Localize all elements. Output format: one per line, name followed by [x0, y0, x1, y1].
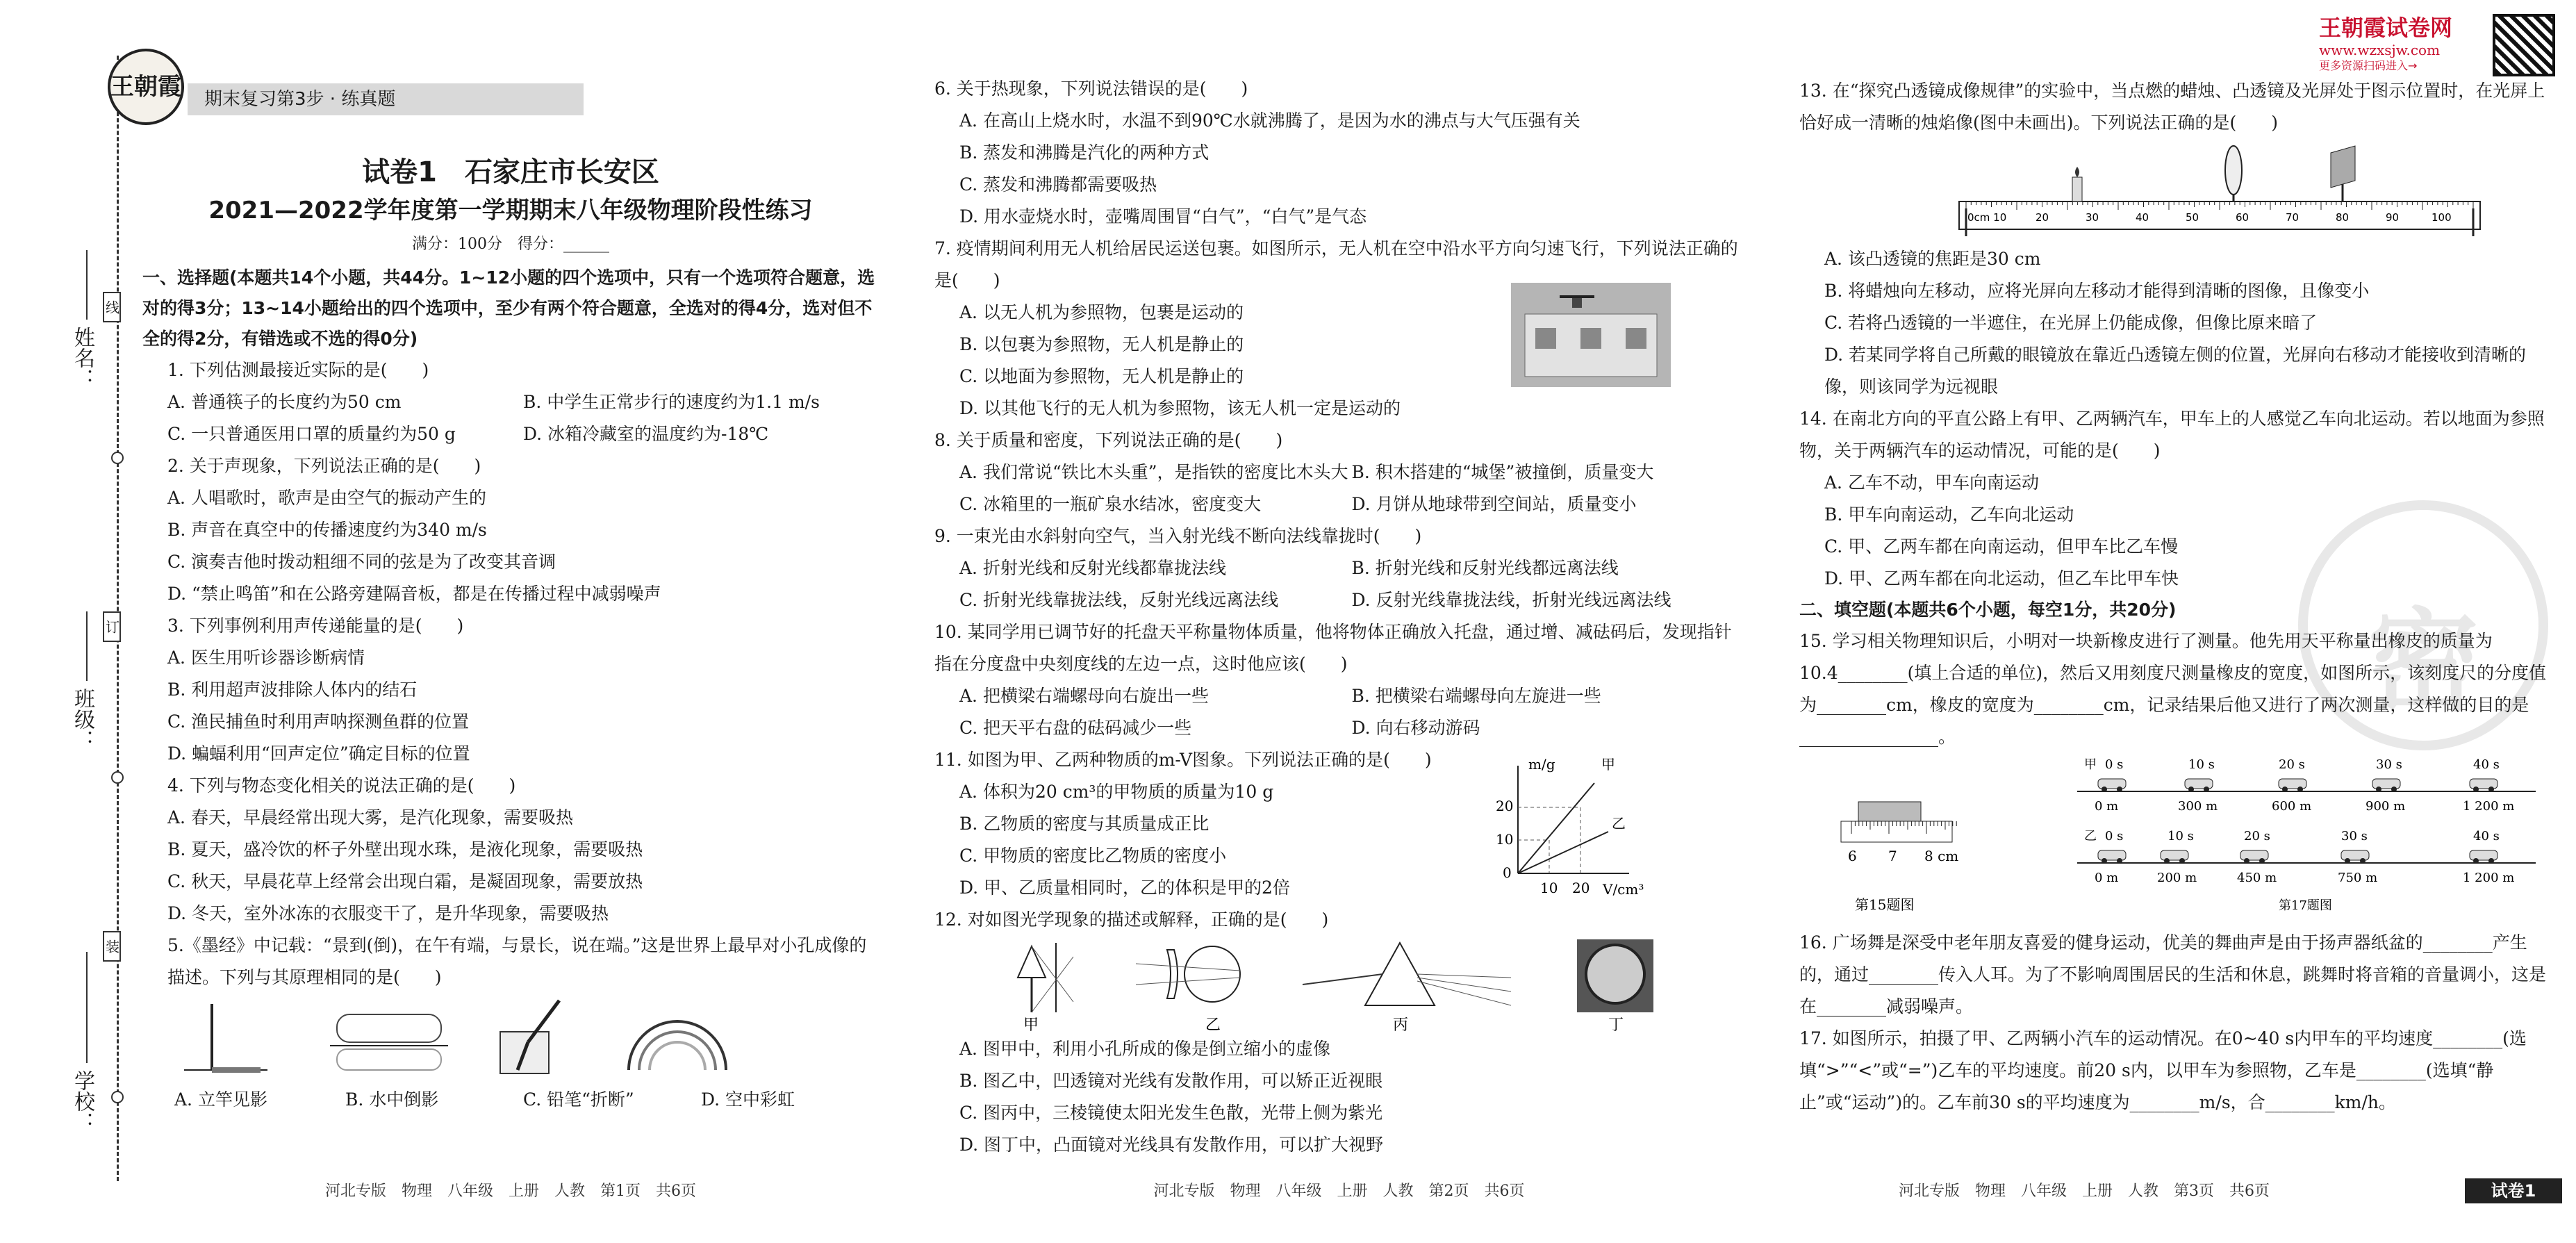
option: B. 声音在真空中的传播速度约为340 m/s: [167, 520, 487, 540]
distance-label: 750 m: [2338, 871, 2378, 885]
option: C. 折射光线靠拢法线，反射光线远离法线: [959, 590, 1279, 610]
time-label: 30 s: [2376, 757, 2402, 772]
option: C. 渔民捕鱼时利用声呐探测鱼群的位置: [167, 711, 470, 732]
pencil-refraction-figure: [500, 1001, 559, 1073]
car-icon: [2240, 850, 2268, 864]
footer-page-3: 河北专版 物理 八年级 上册 人教 第3页 共6页: [1899, 1183, 2270, 1200]
option: A. 普通筷子的长度约为50 cm: [167, 392, 402, 412]
binding-hole: [111, 452, 124, 464]
footer-page-2: 河北专版 物理 八年级 上册 人教 第2页 共6页: [1153, 1183, 1525, 1200]
option: B. 甲车向南运动，乙车向北运动: [1824, 504, 2074, 525]
option: C. 甲物质的密度比乙物质的密度小: [959, 846, 1227, 866]
option: A. 在高山上烧水时，水温不到90℃水就沸腾了，是因为水的沸点与大气压强有关: [959, 110, 1580, 131]
option: D. 甲、乙质量相同时，乙的体积是甲的2倍: [959, 878, 1290, 898]
fig-label-bing: 丙: [1393, 1016, 1409, 1033]
question-10: 10. 某同学用已调节好的托盘天平称量物体质量，他将物体正确放入托盘，通过增、减砝码后，发现指针指在分度盘中央刻度线的左边一点，这时他应该( ): [934, 622, 1732, 674]
distance-label: 1 200 m: [2463, 799, 2515, 814]
fig15-caption: 第15题图: [1855, 896, 1915, 913]
option: B. 水中倒影: [345, 1089, 439, 1110]
class-blank: [86, 611, 88, 681]
bench-tick-label: 80: [2336, 211, 2350, 224]
footer-page-1: 河北专版 物理 八年级 上册 人教 第1页 共6页: [325, 1183, 696, 1200]
option: A. 乙车不动，甲车向南运动: [1824, 472, 2039, 493]
brand-tip: 更多资源扫码进入→: [2319, 59, 2418, 72]
pole-shadow-figure: [184, 1004, 267, 1070]
option: C. 图丙中，三棱镜使太阳光发生色散，光带上侧为紫光: [959, 1103, 1383, 1123]
option: B. 折射光线和反射光线都远离法线: [1351, 558, 1619, 578]
question-1: 1. 下列估测最接近实际的是( ): [167, 360, 429, 380]
binding-hole: [111, 771, 124, 784]
binding-margin: [0, 0, 122, 1243]
option: D. 月饼从地球带到空间站，质量变小: [1351, 494, 1637, 514]
bench-tick-label: 30: [2086, 211, 2099, 224]
option: C. 蒸发和沸腾都需要吸热: [959, 174, 1157, 195]
page-2: [934, 73, 1744, 1240]
question-8: 8. 关于质量和密度，下列说法正确的是( ): [934, 430, 1283, 450]
car-icon: [2098, 779, 2126, 792]
option: A. 体积为20 cm³的甲物质的质量为10 g: [959, 782, 1274, 802]
option: C. 演奏吉他时拨动粗细不同的弦是为了改变其音调: [167, 552, 556, 572]
section-fill-heading: 二、填空题(本题共6个小题，每空1分，共20分): [1799, 600, 2177, 620]
time-label: 0 s: [2105, 757, 2124, 772]
option: C. 秋天，早晨花草上经常会出现白霜，是凝固现象，需要放热: [167, 871, 643, 891]
car-icon: [2185, 779, 2213, 792]
section-choice-heading: 一、选择题(本题共14个小题，共44分。1~12小题的四个选项中，只有一个选项符合题意，选对的得3分；13~14小题给出的四个选项中，至少有两个符合题意，全选对的得4分，选对但不全的得2分，有错选或不选的得0分): [142, 267, 875, 349]
car-icon: [2161, 850, 2188, 864]
option: B. 图乙中，凹透镜对光线有发散作用，可以矫正近视眼: [959, 1071, 1383, 1091]
option: C. 以地面为参照物，无人机是静止的: [959, 366, 1244, 386]
name-blank: [86, 250, 88, 320]
graph-ylabel: m/g: [1528, 756, 1555, 773]
option: D. “禁止鸣笛”和在公路旁建隔音板，都是在传播过程中减弱噪声: [167, 584, 661, 604]
fig-label-jia: 甲: [1023, 1016, 1039, 1033]
car-icon: [2098, 850, 2126, 864]
option: A. 以无人机为参照物，包裹是运动的: [959, 302, 1244, 322]
publisher-logo: 王朝霞: [108, 49, 184, 125]
optical-bench-figure: [1799, 139, 2557, 243]
binding-hole: [111, 1091, 124, 1103]
graph-ytick: 0: [1503, 864, 1512, 881]
option: D. 若某同学将自己所戴的眼镜放在靠近凸透镜左侧的位置，光屏向右移动才能接收到清晰的像，则该同学为远视眼: [1824, 345, 2527, 397]
car-icon: [2470, 779, 2497, 792]
paper-tag: 试卷1: [2465, 1178, 2562, 1203]
option: A. 医生用听诊器诊断病情: [167, 648, 365, 668]
seal-char-zhuang: 装: [103, 931, 121, 962]
distance-label: 1 200 m: [2463, 871, 2515, 885]
option: B. 乙物质的密度与其质量成正比: [959, 814, 1209, 834]
option: C. 铅笔“折断”: [523, 1089, 634, 1110]
ruler-tick-label: 6: [1848, 848, 1857, 864]
fig-label-yi: 乙: [1205, 1016, 1221, 1033]
question-13: 13. 在“探究凸透镜成像规律”的实验中，当点燃的蜡烛、凸透镜及光屏处于图示位置时，在光屏上恰好成一清晰的烛焰像(图中未画出)。下列说法正确的是( ): [1799, 81, 2545, 133]
graph-xlabel: V/cm³: [1603, 881, 1644, 898]
option: D. 甲、乙两车都在向北运动，但乙车比甲车快: [1824, 568, 2179, 588]
option: A. 该凸透镜的焦距是30 cm: [1824, 249, 2041, 269]
car-icon: [2341, 850, 2369, 864]
pinhole-figure: [1018, 943, 1073, 1033]
question-6: 6. 关于热现象，下列说法错误的是( ): [934, 79, 1248, 99]
time-label: 0 s: [2105, 829, 2124, 843]
question-11: 11. 如图为甲、乙两种物质的m-V图象。下列说法正确的是( ): [934, 750, 1432, 770]
school-label: 学校：: [70, 1070, 94, 1133]
distance-label: 300 m: [2178, 799, 2218, 814]
page-3: [1799, 75, 2557, 1242]
distance-label: 0 m: [2095, 799, 2119, 814]
bench-tick-label: 50: [2186, 211, 2199, 224]
bench-tick-label: 90: [2386, 211, 2400, 224]
car-icon: [2372, 779, 2400, 792]
option: D. 向右移动游码: [1351, 718, 1480, 738]
option: D. 蝙蝠利用“回声定位”确定目标的位置: [167, 743, 470, 764]
distance-label: 200 m: [2157, 871, 2197, 885]
question-7: 7. 疫情期间利用无人机给居民运送包裹。如图所示，无人机在空中沿水平方向匀速飞行，下列说法正确的是( ): [934, 238, 1738, 290]
option: C. 一只普通医用口罩的质量约为50 g: [167, 424, 456, 444]
option: A. 人唱歌时，歌声是由空气的振动产生的: [167, 488, 486, 508]
bench-tick-label: 20: [2036, 211, 2049, 224]
class-label: 班级：: [70, 688, 94, 750]
car-jia-label: 甲: [2084, 757, 2097, 772]
option: C. 若将凸透镜的一半遮住，在光屏上仍能成像，但像比原来暗了: [1824, 313, 2318, 333]
car-icon: [2279, 779, 2306, 792]
distance-label: 0 m: [2095, 871, 2119, 885]
q15-q17-figures: [1799, 753, 2557, 927]
graph-label-yi: 乙: [1612, 815, 1626, 832]
bench-tick-label: 60: [2236, 211, 2249, 224]
option: D. 反射光线靠拢法线，折射光线远离法线: [1351, 590, 1671, 610]
car-motion-figure: [2077, 757, 2536, 913]
option: B. 利用超声波排除人体内的结石: [167, 680, 418, 700]
option: A. 折射光线和反射光线都靠拢法线: [959, 558, 1226, 578]
brand-name: 王朝霞试卷网: [2319, 15, 2453, 41]
option: B. 积木搭建的“城堡”被撞倒，质量变大: [1351, 462, 1654, 482]
question-12: 12. 对如图光学现象的描述或解释，正确的是( ): [934, 909, 1329, 930]
line-jia: [1518, 783, 1594, 873]
option: D. 图丁中，凸面镜对光线具有发散作用，可以扩大视野: [959, 1135, 1384, 1155]
question-15: 15. 学习相关物理知识后，小明对一块新橡皮进行了测量。他先用天平称量出橡皮的质量为10.4________(填上合适的单位)，然后又用刻度尺测量橡皮的宽度，如图所示，该刻度尺的分度值为________cm，橡皮的宽度为________cm，记录结果后他又进行了两次测量，这样做的目的是________________。: [1799, 631, 2547, 747]
option: D. 冰箱冷藏室的温度约为-18℃: [523, 424, 769, 444]
prism-figure: [1303, 943, 1511, 1033]
graph-xtick: 10: [1540, 880, 1558, 896]
paper-title: 试卷1 石家庄市长安区: [362, 156, 659, 188]
brand-url[interactable]: www.wzxsjw.com: [2319, 42, 2441, 58]
seal-char-xian: 线: [103, 292, 121, 322]
bench-tick-label: 70: [2286, 211, 2300, 224]
option: C. 把天平右盘的砝码减少一些: [959, 718, 1192, 738]
time-label: 30 s: [2341, 829, 2368, 843]
time-label: 40 s: [2473, 829, 2500, 843]
q12-figures: [934, 936, 1740, 1033]
option: C. 冰箱里的一瓶矿泉水结冰，密度变大: [959, 494, 1262, 514]
option: B. 中学生正常步行的速度约为1.1 m/s: [523, 392, 820, 412]
graph-label-jia: 甲: [1601, 756, 1615, 773]
ruler-eraser-figure: [1841, 802, 1958, 913]
option: A. 我们常说“铁比木头重”，是指铁的密度比木头大: [959, 462, 1348, 482]
paper-subtitle: 2021—2022学年度第一学期期末八年级物理阶段性练习: [208, 197, 813, 224]
question-9: 9. 一束光由水斜射向空气，当入射光线不断向法线靠拢时( ): [934, 526, 1422, 546]
score-line: 满分：100分 得分：______: [412, 236, 609, 253]
option: A. 立竿见影: [174, 1089, 267, 1110]
distance-label: 900 m: [2366, 799, 2406, 814]
watermark-seal: 密: [2298, 500, 2548, 750]
time-label: 20 s: [2279, 757, 2305, 772]
option: A. 把横梁右端螺母向右旋出一些: [959, 686, 1209, 706]
graph-ytick: 10: [1496, 831, 1514, 848]
review-step-bar: 期末复习第3步 · 练真题: [188, 83, 584, 115]
option: D. 冬天，室外冰冻的衣服变干了，是升华现象，需要吸热: [167, 903, 609, 923]
car-icon: [2470, 850, 2497, 864]
mass-volume-graph: [1483, 755, 1650, 901]
time-label: 10 s: [2188, 757, 2215, 772]
graph-xtick: 20: [1572, 880, 1590, 896]
brand-header: [2319, 14, 2555, 83]
bench-tick-label: 100: [2431, 211, 2452, 224]
lens-eye-figure: [1136, 946, 1240, 1033]
option: B. 蒸发和沸腾是汽化的两种方式: [959, 142, 1209, 163]
option: D. 空中彩虹: [701, 1089, 795, 1110]
car-yi-label: 乙: [2084, 829, 2097, 843]
seal-char-ding: 订: [103, 611, 121, 642]
distance-label: 450 m: [2237, 871, 2277, 885]
question-14: 14. 在南北方向的平直公路上有甲、乙两辆汽车，甲车上的人感觉乙车向北运动。若以地面为参照物，关于两辆汽车的运动情况，可能的是( ): [1799, 409, 2545, 461]
time-label: 10 s: [2168, 829, 2194, 843]
fig17-caption: 第17题图: [2279, 898, 2332, 913]
candle-icon: [2072, 167, 2082, 201]
bench-tick-label: 0cm 10: [1967, 211, 2007, 224]
option: B. 将蜡烛向左移动，应将光屏向左移动才能得到清晰的图像，且像变小: [1824, 281, 2370, 301]
fig-label-ding: 丁: [1608, 1016, 1624, 1033]
convex-mirror-photo: [1577, 939, 1653, 1033]
rainbow-figure: [629, 1021, 726, 1070]
q5-figures: [142, 994, 865, 1084]
option: B. 以包裹为参照物，无人机是静止的: [959, 334, 1244, 354]
school-blank: [86, 952, 88, 1063]
ruler-tick-label: 7: [1888, 848, 1897, 864]
bench-tick-label: 40: [2136, 211, 2149, 224]
option: A. 图甲中，利用小孔所成的像是倒立缩小的虚像: [959, 1039, 1330, 1059]
drone-photo: [1511, 283, 1671, 387]
graph-ytick: 20: [1496, 798, 1514, 814]
name-label: 姓名：: [70, 327, 94, 389]
question-3: 3. 下列事例利用声传递能量的是( ): [167, 616, 464, 636]
distance-label: 600 m: [2272, 799, 2312, 814]
option: D. 以其他飞行的无人机为参照物，该无人机一定是运动的: [959, 398, 1401, 418]
ruler-tick-label: 8 cm: [1924, 848, 1959, 864]
time-label: 40 s: [2473, 757, 2500, 772]
convex-lens-icon: [2225, 146, 2242, 201]
time-label: 20 s: [2244, 829, 2270, 843]
option: B. 把横梁右端螺母向左旋进一些: [1351, 686, 1601, 706]
question-5: 5.《墨经》中记载：“景到(倒)，在午有端，与景长，说在端。”这是世界上最早对小孔成像的描述。下列与其原理相同的是( ): [167, 935, 867, 987]
question-4: 4. 下列与物态变化相关的说法正确的是( ): [167, 775, 516, 796]
qr-code-icon[interactable]: [2493, 14, 2555, 76]
option: D. 用水壶烧水时，壶嘴周围冒“白气”，“白气”是气态: [959, 206, 1367, 227]
screen-icon: [2331, 146, 2355, 201]
question-16: 16. 广场舞是深受中老年朋友喜爱的健身运动，优美的舞曲声是由于扬声器纸盆的________产生的，通过________传入人耳。为了不影响周围居民的生活和休息，跳舞时将音箱的音量调小，这是在________减弱噪声。: [1799, 932, 2547, 1016]
question-2: 2. 关于声现象，下列说法正确的是( ): [167, 456, 481, 476]
option: B. 夏天，盛冷饮的杯子外壁出现水珠，是液化现象，需要吸热: [167, 839, 643, 859]
water-reflection-figure: [330, 1014, 448, 1070]
option: A. 春天，早晨经常出现大雾，是汽化现象，需要吸热: [167, 807, 573, 828]
page-1: [110, 42, 879, 1209]
line-yi: [1518, 832, 1608, 873]
question-17: 17. 如图所示，拍摄了甲、乙两辆小汽车的运动情况。在0~40 s内甲车的平均速度________(选填“>”“<”或“=”)乙车的平均速度。前20 s内，以甲车为参照物，乙车是________(选填“静止”或“运动”)的。乙车前30 s的平均速度为________m/s，合________km/h。: [1799, 1028, 2527, 1112]
option: C. 甲、乙两车都在向南运动，但甲车比乙车慢: [1824, 536, 2179, 557]
